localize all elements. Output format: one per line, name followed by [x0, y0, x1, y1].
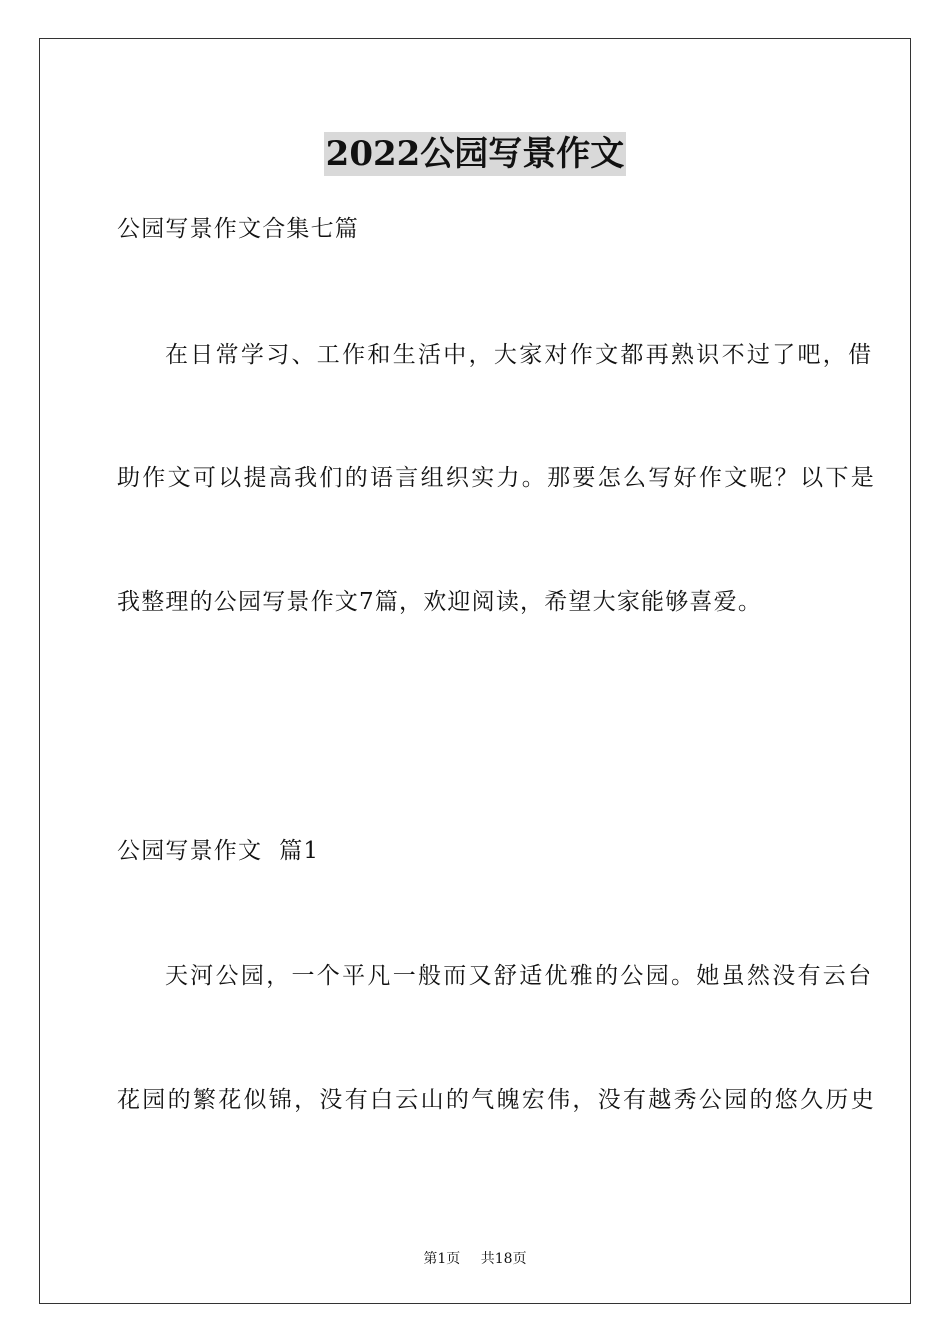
intro-line-3: 我整理的公园写景作文7篇，欢迎阅读，希望大家能够喜爱。	[117, 589, 763, 615]
intro-line-2: 助作文可以提高我们的语言组织实力。那要怎么写好作文呢？以下是	[117, 465, 876, 491]
page-footer	[0, 1248, 950, 1268]
section-line-1: 天河公园，一个平凡一般而又舒适优雅的公园。她虽然没有云台	[165, 963, 874, 989]
subtitle: 公园写景作文合集七篇	[117, 216, 359, 242]
page-number: 第1页	[423, 1251, 461, 1267]
section-heading: 公园写景作文 篇1	[117, 838, 320, 864]
intro-line-1: 在日常学习、工作和生活中，大家对作文都再熟识不过了吧，借	[165, 342, 874, 368]
document-title-wrap	[0, 126, 950, 175]
section-line-2: 花园的繁花似锦，没有白云山的气魄宏伟，没有越秀公园的悠久历史	[117, 1087, 876, 1113]
document-title: 2022公园写景作文	[325, 134, 625, 174]
page-total: 共18页	[480, 1251, 527, 1267]
